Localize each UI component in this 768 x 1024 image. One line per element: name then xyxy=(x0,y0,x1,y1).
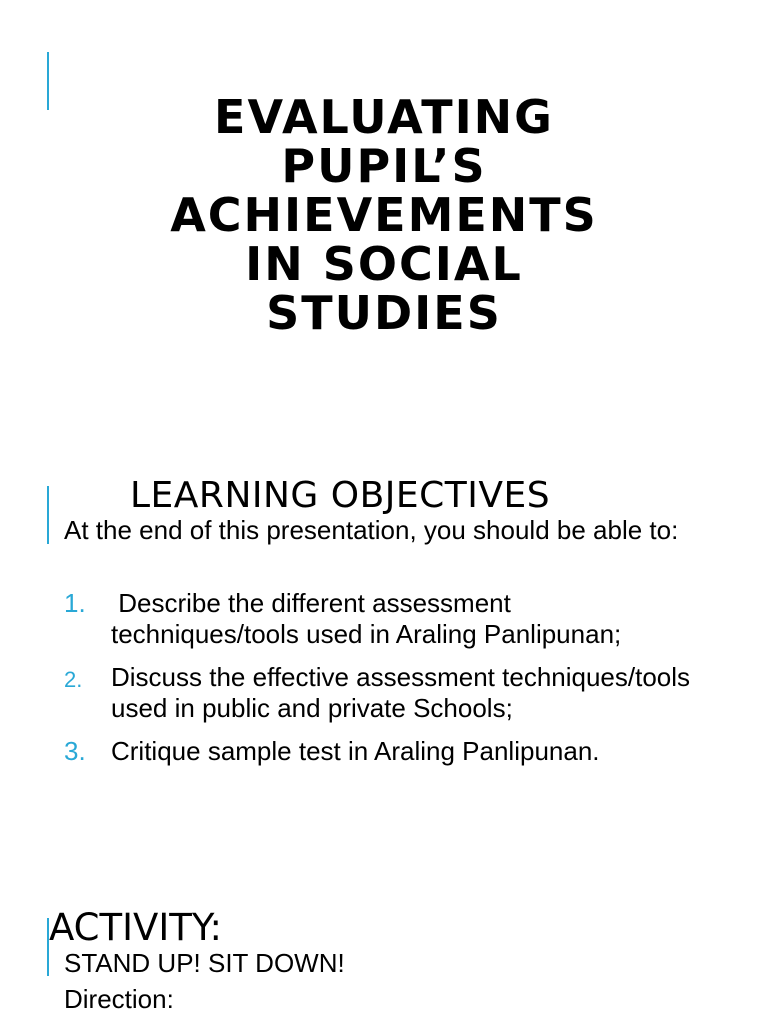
title-line: ACHIEVEMENTS xyxy=(170,188,598,242)
list-number: 2. xyxy=(64,667,83,692)
activity-heading: ACTIVITY: xyxy=(49,906,222,949)
objectives-intro: At the end of this presentation, you should be able to: xyxy=(64,515,679,545)
title-line: STUDIES xyxy=(266,286,502,340)
objectives-list xyxy=(64,588,704,779)
list-text: Discuss the effective assessment techniques/tools used in public and private Schools; xyxy=(111,662,691,723)
list-text: Critique sample test in Araling Panlipunan. xyxy=(111,736,600,766)
list-item xyxy=(64,588,704,650)
list-number: 1. xyxy=(64,588,86,618)
list-item xyxy=(64,736,704,767)
list-number: 3. xyxy=(64,736,86,766)
title-line: PUPIL’S xyxy=(281,139,487,193)
learning-objectives-heading: LEARNING OBJECTIVES xyxy=(130,475,551,516)
direction-label: Direction: xyxy=(64,984,174,1014)
title-line: EVALUATING xyxy=(214,90,554,144)
activity-title: STAND UP! SIT DOWN! xyxy=(64,948,345,978)
accent-bar xyxy=(47,486,49,544)
slide-title xyxy=(0,90,768,340)
title-line: IN SOCIAL xyxy=(245,237,523,291)
list-text: Describe the different assessment techniques/tools used in Araling Panlipunan; xyxy=(111,588,622,649)
list-item xyxy=(64,662,704,724)
